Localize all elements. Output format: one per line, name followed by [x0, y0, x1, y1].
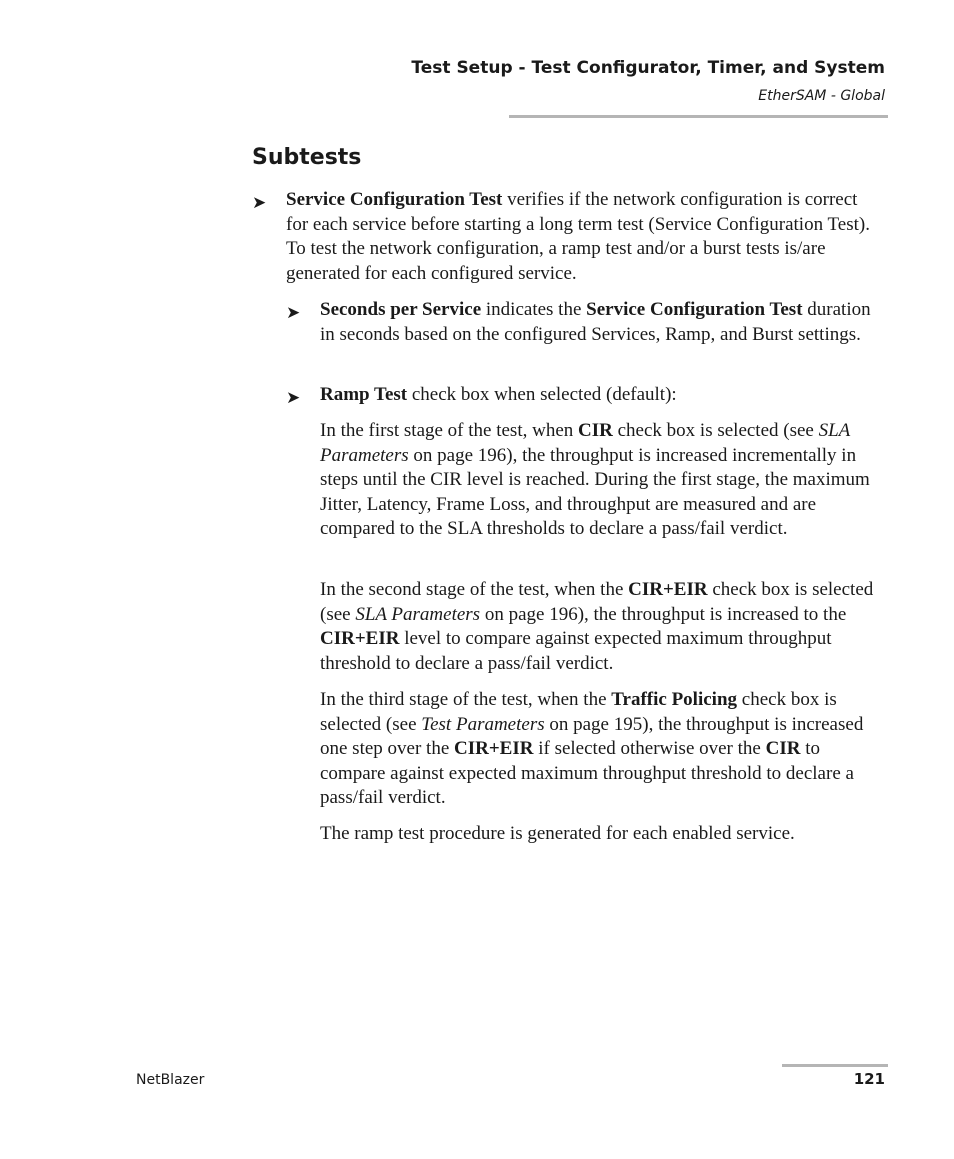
term-service-configuration-test: Service Configuration Test: [286, 189, 503, 210]
service-configuration-test-paragraph: Service Configuration Test verifies if the network configuration is correct for each service before starting a long term test (Service Configuration Test). To test the network configuration, a ramp test and/or a burst tests is/are generated for each configured service.: [286, 189, 870, 284]
term-seconds-per-service: Seconds per Service: [320, 299, 482, 320]
sla-parameters-reference: SLA Parameters: [320, 420, 850, 466]
section-title: Subtests: [252, 145, 362, 170]
running-header-title: Test Setup - Test Configurator, Timer, and System: [411, 58, 885, 78]
bullet-arrow-icon: ➤: [286, 388, 301, 407]
sla-parameters-reference: SLA Parameters: [355, 603, 481, 625]
first-stage-paragraph: In the first stage of the test, when CIR check box is selected (see SLA Parameters on page 196), the throughput is increased incrementally in steps until the CIR level is reached. During the first stage, the maximum Jitter, Latency, Frame Loss, and throughput are measured and are compared to the SLA thresholds to declare a pass/fail verdict.: [320, 420, 870, 540]
footer-divider: [782, 1064, 888, 1067]
second-stage-paragraph: In the second stage of the test, when the CIR+EIR check box is selected (see SLA Parameters on page 196), the throughput is increased to the CIR+EIR level to compare against expected maximum throughput threshold to declare a pass/fail verdict.: [320, 579, 874, 674]
header-divider: [509, 115, 888, 118]
test-parameters-reference: Test Parameters: [421, 713, 545, 735]
page-number: 121: [853, 1070, 885, 1088]
ramp-test-paragraph: Ramp Test check box when selected (default):: [320, 384, 677, 405]
term-ramp-test: Ramp Test: [320, 384, 408, 405]
running-header-subtitle: EtherSAM - Global: [758, 88, 885, 104]
footer-product-name: NetBlazer: [136, 1072, 205, 1088]
ramp-procedure-paragraph: The ramp test procedure is generated for each enabled service.: [320, 823, 795, 844]
bullet-arrow-icon: ➤: [286, 303, 301, 322]
third-stage-paragraph: In the third stage of the test, when the Traffic Policing check box is selected (see Test Parameters on page 195), the throughput is increased one step over the CIR+EIR if selected otherwise over the CIR to compare against expected maximum throughput threshold to declare a pass/fail verdict.: [320, 689, 864, 809]
seconds-per-service-paragraph: Seconds per Service indicates the Service Configuration Test duration in seconds based on the configured Services, Ramp, and Burst settings.: [320, 299, 871, 345]
bullet-arrow-icon: ➤: [252, 193, 267, 212]
